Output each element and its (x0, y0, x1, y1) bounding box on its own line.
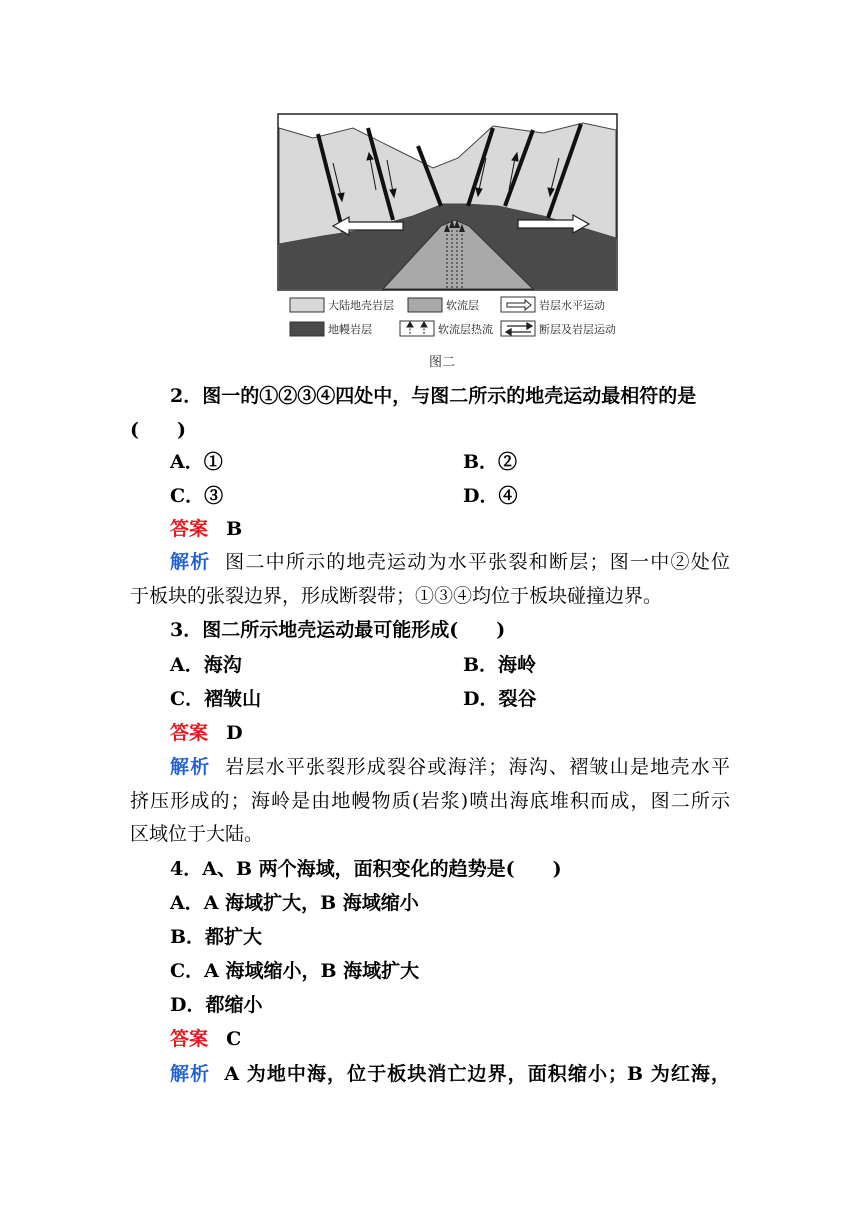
analysis-text: A 为地中海，位于板块消亡边界，面积缩小；B 为红海， (224, 1063, 730, 1085)
analysis-text: 图二中所示的地壳运动为水平张裂和断层；图一中②处位 (225, 551, 730, 573)
analysis-label: 解析 (170, 551, 211, 573)
q4-option-a: A．A 海域扩大，B 海域缩小 (170, 892, 419, 914)
q4-stem: 4．A、B 两个海域，面积变化的趋势是( ) (170, 858, 562, 880)
q2-stem-line2: ( ) (130, 419, 186, 441)
legend-heat-flow: 软流层热流 (438, 323, 493, 336)
q3-analysis-line3: 区域位于大陆。 (130, 823, 264, 845)
answer-value: B (226, 518, 243, 540)
q2-analysis-line1 (170, 547, 730, 577)
figure-2 (243, 108, 647, 378)
q2-option-d: D．④ (463, 485, 518, 507)
q4-option-d: D．都缩小 (170, 994, 263, 1016)
answer-label: 答案 (170, 1028, 209, 1050)
legend-continental-crust: 大陆地壳岩层 (328, 299, 394, 312)
q2-stem-line1: 2．图一的①②③④四处中，与图二所示的地壳运动最相符的是 (170, 385, 697, 407)
q2-option-b: B．② (463, 451, 518, 473)
figure-caption: 图二 (429, 355, 456, 370)
rift-diagram (243, 108, 647, 378)
q3-option-d: D．裂谷 (463, 688, 537, 710)
analysis-label: 解析 (170, 1063, 211, 1085)
answer-value: D (226, 722, 243, 744)
q4-analysis-line1 (170, 1059, 730, 1089)
q4-option-b: B．都扩大 (170, 926, 263, 948)
answer-label: 答案 (170, 722, 209, 744)
analysis-label: 解析 (170, 756, 211, 778)
q2-answer (170, 514, 242, 544)
q4-answer (170, 1024, 241, 1054)
q2-analysis-line2: 于板块的张裂边界，形成断裂带；①③④均位于板块碰撞边界。 (130, 585, 663, 607)
q3-option-c: C．褶皱山 (170, 688, 262, 710)
answer-value: C (226, 1028, 242, 1050)
q2-option-a: A．① (170, 451, 223, 473)
legend-asthenosphere: 软流层 (446, 299, 479, 312)
legend (290, 297, 616, 336)
q2-option-c: C．③ (170, 485, 224, 507)
q3-analysis-line1 (170, 752, 730, 782)
q4-option-c: C．A 海域缩小，B 海域扩大 (170, 960, 420, 982)
legend-fault-motion: 断层及岩层运动 (539, 323, 616, 336)
legend-mantle: 地幔岩层 (328, 323, 372, 336)
analysis-text: 岩层水平张裂形成裂谷或海洋；海沟、褶皱山是地壳水平 (225, 756, 730, 778)
q3-option-b: B．海岭 (463, 654, 537, 676)
legend-horizontal-motion: 岩层水平运动 (539, 299, 605, 312)
answer-label: 答案 (170, 518, 209, 540)
q3-option-a: A．海沟 (170, 654, 242, 676)
q3-stem: 3．图二所示地壳运动最可能形成( ) (170, 619, 506, 641)
q3-answer (170, 718, 243, 748)
q3-analysis-line2: 挤压形成的；海岭是由地幔物质(岩浆)喷出海底堆积而成，图二所示 (130, 790, 730, 812)
